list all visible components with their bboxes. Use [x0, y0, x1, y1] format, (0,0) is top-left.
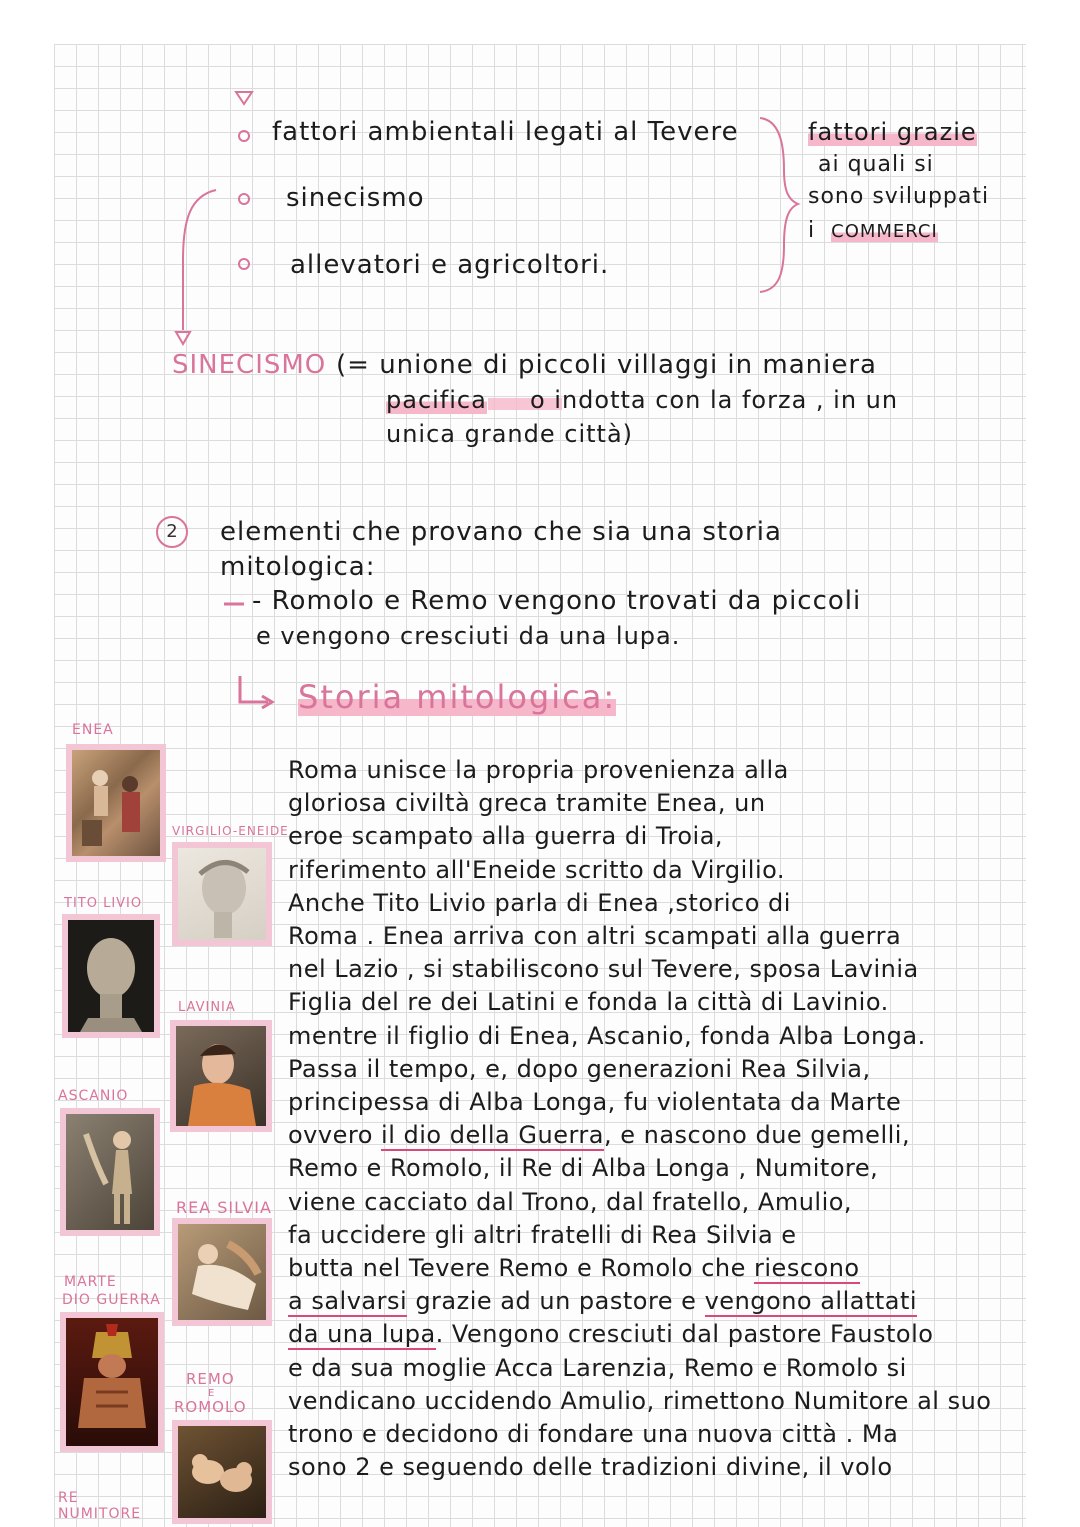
- story-line: Remo e Romolo, il Re di Alba Longa , Numitore,: [288, 1154, 879, 1183]
- bullet-text: fattori ambientali legati al Tevere: [272, 117, 739, 147]
- bullet-text: allevatori e agricoltori.: [290, 250, 610, 280]
- story-line: viene cacciato dal Trono, dal fratello, Amulio,: [288, 1187, 853, 1216]
- label-remo: REMO: [186, 1370, 235, 1388]
- story-line: mentre il figlio di Enea, Ascanio, fonda Alba Longa.: [288, 1021, 926, 1050]
- story-line: Passa il tempo, e, dopo generazioni Rea Silvia,: [288, 1054, 871, 1083]
- label-virgilio: VIRGILIO-ENEIDE: [172, 824, 289, 838]
- story-line: Anche Tito Livio parla di Enea ,storico di: [288, 888, 791, 917]
- story-line: a salvarsi grazie ad un pastore e vengono allattati: [288, 1287, 918, 1316]
- story-line: gloriosa civiltà greca tramite Enea, un: [288, 789, 766, 818]
- remo-romolo-painting: [172, 1420, 272, 1524]
- bullet-dot-icon: [238, 130, 250, 142]
- label-re: RE: [58, 1490, 79, 1506]
- story-paragraph: [288, 754, 1023, 1484]
- label-marte: MARTE: [64, 1274, 117, 1290]
- bullet-text: sinecismo: [286, 183, 425, 213]
- story-line: principessa di Alba Longa, fu violentata da Marte: [288, 1088, 902, 1117]
- section-number-badge: 2: [156, 516, 188, 548]
- label-e: E: [208, 1388, 216, 1399]
- tito-livio-bust: [62, 914, 160, 1038]
- story-line: sono 2 e seguendo delle tradizioni divine, il volo: [288, 1453, 893, 1482]
- marte-painting: [60, 1312, 164, 1452]
- section-text: e vengono cresciuti da una lupa.: [256, 622, 681, 650]
- label-numitore: NUMITORE: [58, 1506, 142, 1522]
- story-line: eroe scampato alla guerra di Troia,: [288, 822, 724, 851]
- virgilio-bust: [172, 842, 272, 946]
- story-line: Figlia del re dei Latini e fonda la città di Lavinio.: [288, 988, 889, 1017]
- lavinia-painting: [170, 1020, 272, 1132]
- bullet-dot-icon: [238, 258, 250, 270]
- side-note-line: i COMMERCI: [808, 218, 938, 243]
- story-line: riferimento all'Eneide scritto da Virgilio.: [288, 855, 786, 884]
- story-line: Roma unisce la propria provenienza alla: [288, 756, 789, 784]
- side-note-line: sono sviluppati: [808, 184, 990, 209]
- triangle-marker-icon: [236, 92, 252, 104]
- label-lavinia: LAVINIA: [178, 1000, 236, 1015]
- enea-painting: [66, 744, 166, 862]
- arrow-head-icon: [176, 332, 190, 344]
- right-brace-icon: [760, 118, 798, 292]
- label-romolo: ROMOLO: [174, 1398, 247, 1416]
- story-line: trono e decidono di fondare una nuova città . Ma: [288, 1420, 899, 1449]
- story-line: da una lupa. Vengono cresciuti dal pastore Faustolo: [288, 1320, 934, 1349]
- label-rea-silvia: REA SILVIA: [176, 1198, 272, 1217]
- label-enea: ENEA: [72, 722, 114, 738]
- section-text: elementi che provano che sia una storia: [220, 517, 782, 547]
- label-dio-guerra: DIO GUERRA: [62, 1292, 161, 1308]
- definition-term: SINECISMO: [172, 350, 327, 380]
- rea-silvia-painting: [172, 1218, 272, 1326]
- label-tito-livio: TITO LIVIO: [64, 896, 143, 911]
- side-note-line: ai quali si: [818, 152, 934, 177]
- bullet-dot-icon: [238, 193, 250, 205]
- story-line: e da sua moglie Acca Larenzia, Remo e Romolo si: [288, 1353, 907, 1382]
- story-line: fa uccidere gli altri fratelli di Rea Silvia e: [288, 1220, 797, 1249]
- label-ascanio: ASCANIO: [58, 1088, 129, 1104]
- story-line: ovvero il dio della Guerra, e nascono due gemelli,: [288, 1121, 911, 1150]
- definition-text: pacifica o indotta con la forza , in un: [386, 386, 899, 414]
- story-line: butta nel Tevere Remo e Romolo che riescono: [288, 1254, 860, 1283]
- section-text: mitologica:: [220, 552, 376, 582]
- definition-text: (= unione di piccoli villaggi in maniera: [336, 350, 877, 380]
- storia-mitologica-title: Storia mitologica:: [298, 678, 617, 716]
- story-line: nel Lazio , si stabiliscono sul Tevere, sposa Lavinia: [288, 955, 919, 984]
- story-line: Roma . Enea arriva con altri scampati alla guerra: [288, 922, 902, 951]
- story-line: vendicano uccidendo Amulio, rimettono Numitore al suo: [288, 1386, 992, 1415]
- definition-text: unica grande città): [386, 420, 634, 448]
- section-text: - Romolo e Remo vengono trovati da piccoli: [252, 586, 862, 616]
- curved-arrow-line: [183, 190, 216, 330]
- ascanio-painting: [60, 1108, 160, 1236]
- side-note-line: fattori grazie: [808, 118, 977, 146]
